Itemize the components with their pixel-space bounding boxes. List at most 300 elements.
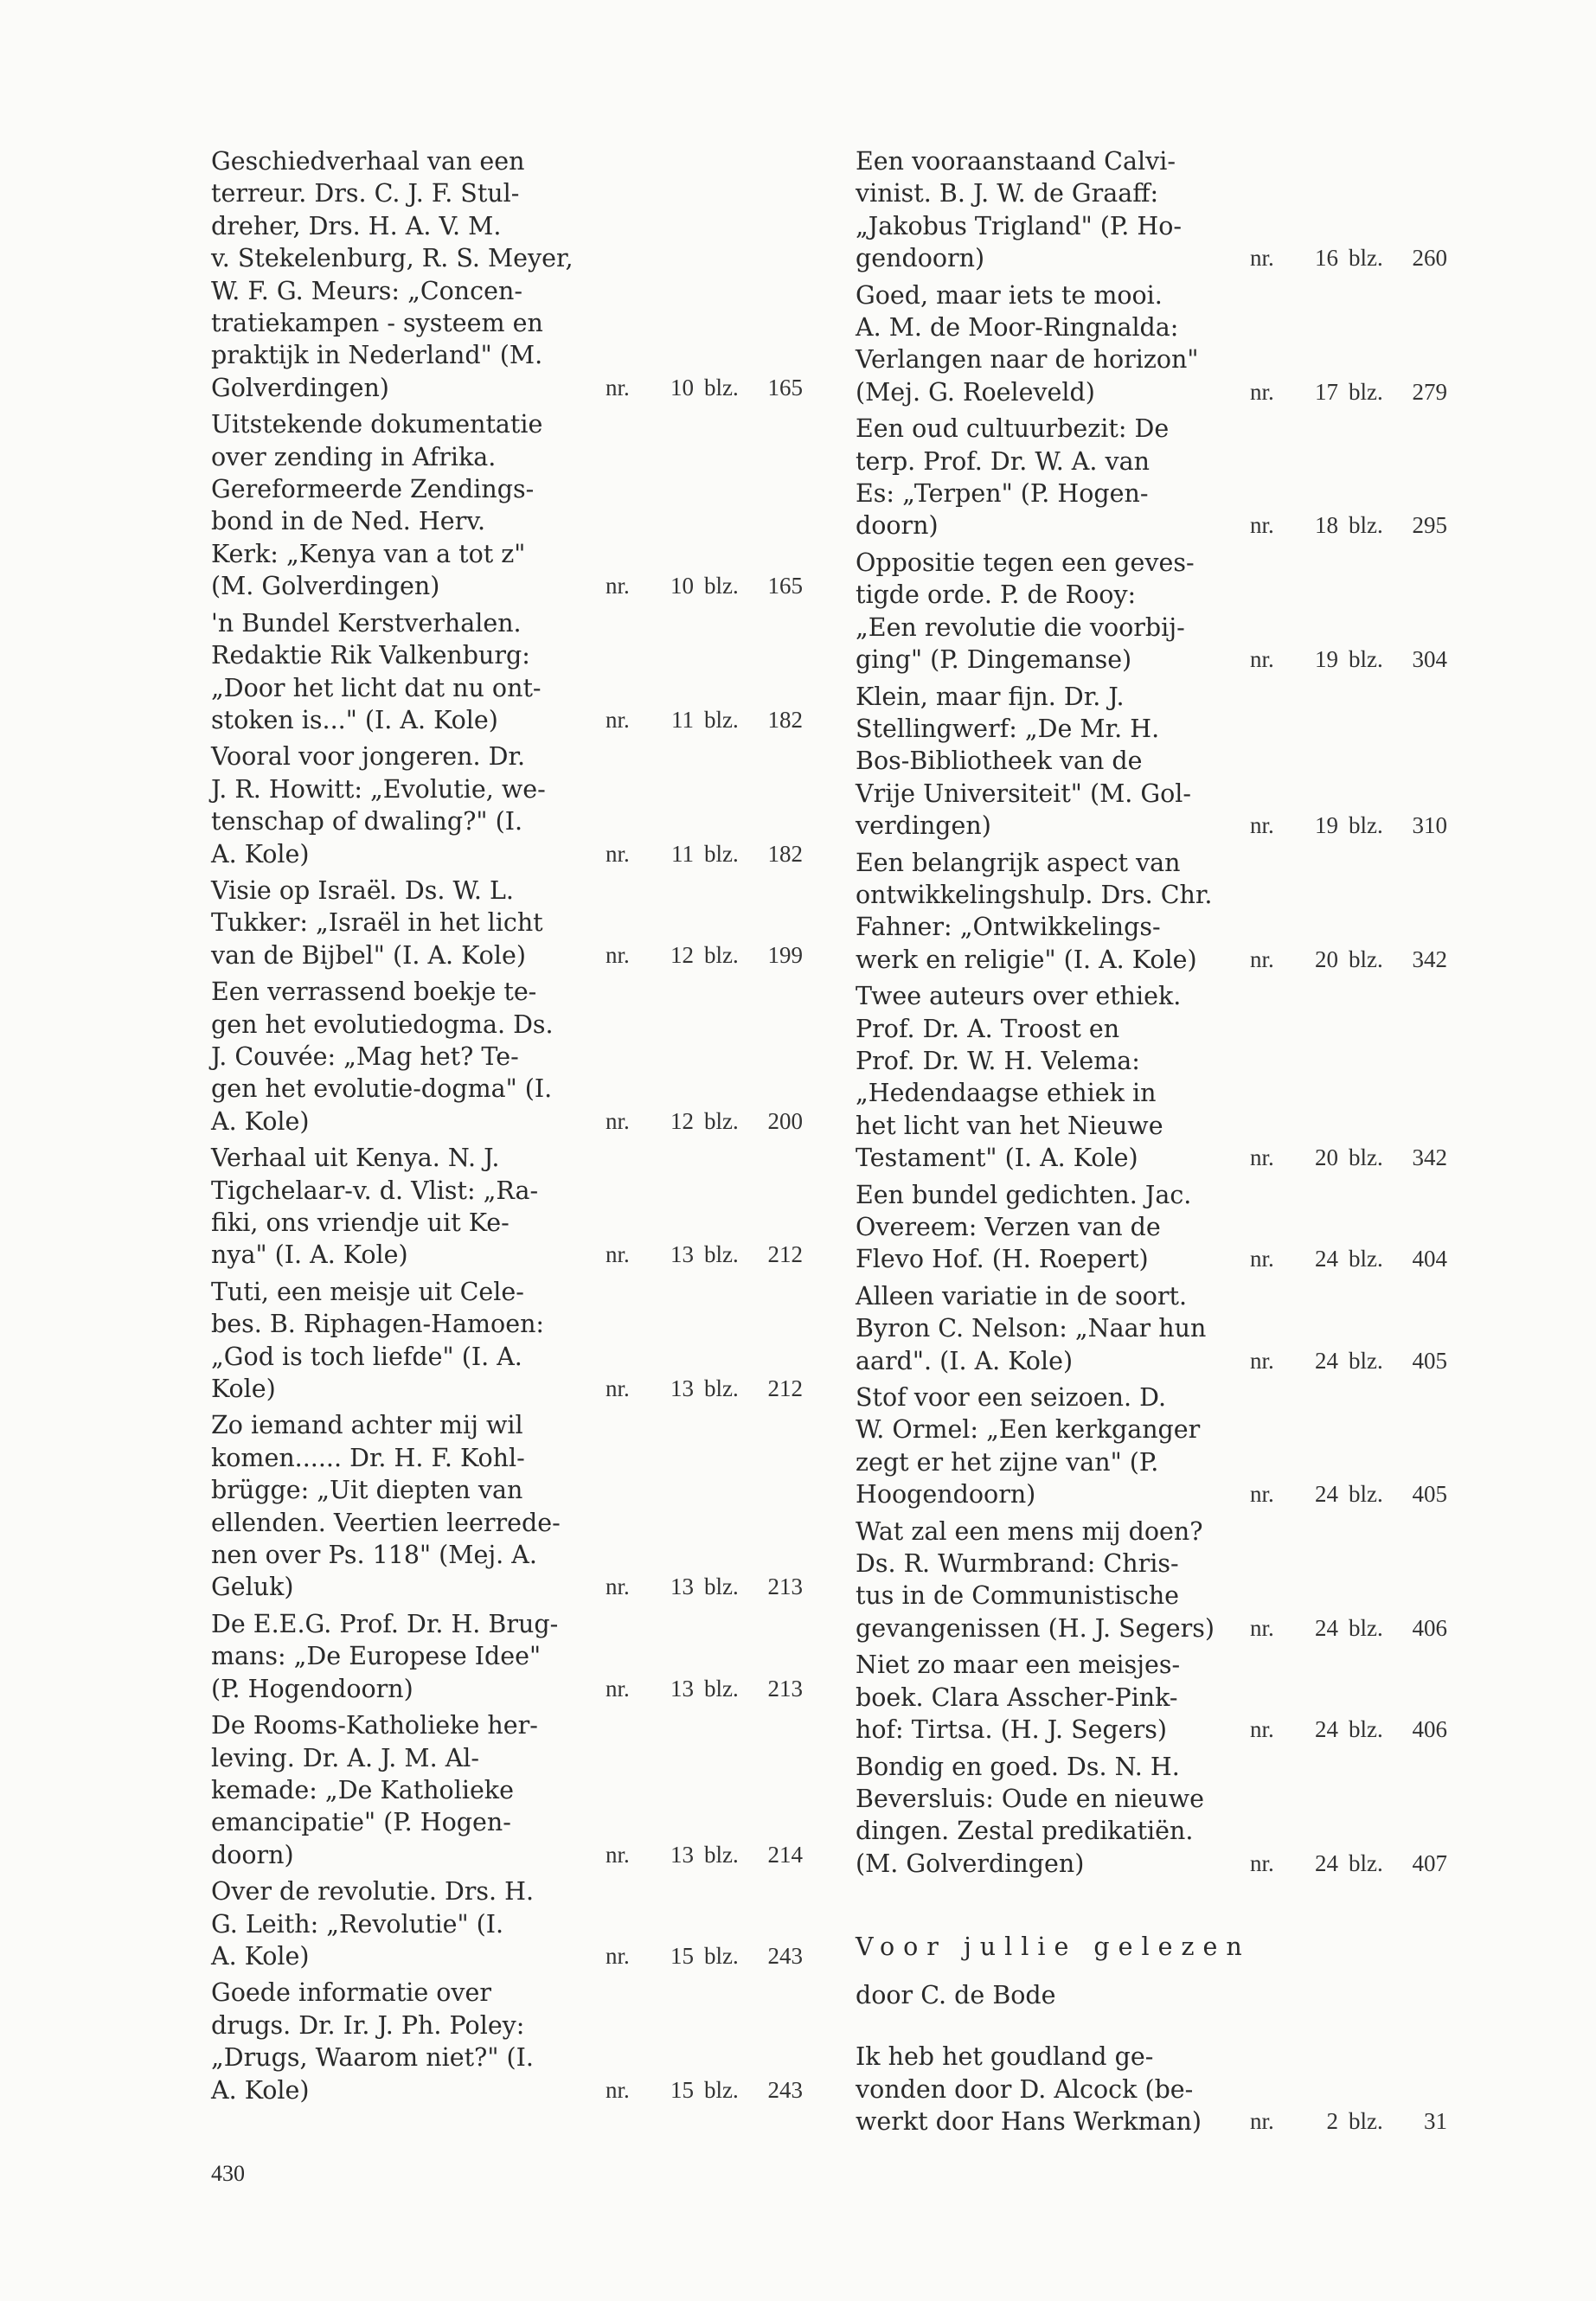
entry-text: [856, 413, 1245, 542]
issue-number: 13: [670, 1574, 694, 1600]
page-ref: 295: [1412, 512, 1447, 539]
index-entry: [856, 145, 1461, 275]
right-column: [856, 145, 1461, 2142]
entry-line: brügge: „Uit diepten van: [211, 1476, 523, 1505]
issue-number: 13: [670, 1675, 694, 1702]
entry-line: Geschiedverhaal van een: [211, 147, 525, 176]
entry-line: dingen. Zestal predikatiën.: [856, 1817, 1194, 1846]
entry-line: A. Kole): [211, 1941, 310, 1971]
issue-number: 24: [1315, 1246, 1338, 1272]
entry-text: [211, 1142, 600, 1272]
entry-line: v. Stekelenburg, R. S. Meyer,: [211, 244, 574, 273]
issue-label: nr.: [606, 1375, 630, 1402]
entry-line: drugs. Dr. Ir. J. Ph. Poley:: [211, 2010, 525, 2040]
entry-line: bes. B. Riphagen-Hamoen:: [211, 1310, 545, 1339]
page-ref: 406: [1412, 1716, 1447, 1743]
entry-line: Vooral voor jongeren. Dr.: [211, 742, 525, 772]
index-entry: [856, 1649, 1461, 1746]
entry-line: dreher, Drs. H. A. V. M.: [211, 211, 502, 240]
entry-line: A. M. de Moor-Ringnalda:: [856, 313, 1179, 343]
index-entry: [211, 1608, 817, 1705]
entry-line: „Een revolutie die voorbij-: [856, 612, 1185, 642]
page-label: blz.: [704, 840, 739, 867]
page-ref: 212: [767, 1375, 803, 1402]
entry-line: Kole): [211, 1375, 276, 1404]
issue-label: nr.: [1250, 2107, 1274, 2134]
entry-reference: [606, 939, 817, 971]
entry-text: [211, 1608, 600, 1705]
page-ref: 310: [1412, 812, 1447, 839]
page-ref: 404: [1412, 1246, 1447, 1272]
entry-line: mans: „De Europese Idee": [211, 1642, 542, 1671]
entry-line: verdingen): [856, 811, 991, 841]
page-label: blz.: [1349, 245, 1383, 272]
entry-text: [211, 145, 600, 404]
page-label: blz.: [1349, 646, 1383, 673]
entry-line: Es: „Terpen" (P. Hogen-: [856, 479, 1149, 509]
entry-line: A. Kole): [211, 2075, 310, 2105]
entry-line: A. Kole): [211, 839, 310, 868]
entry-reference: [606, 372, 817, 404]
entry-reference: [606, 1940, 817, 1972]
page-ref: 342: [1412, 945, 1447, 972]
entry-reference: [606, 1673, 817, 1705]
entry-line: tigde orde. P. de Rooy:: [856, 580, 1137, 610]
entry-line: bond in de Ned. Herv.: [211, 507, 486, 536]
issue-number: 24: [1315, 1849, 1338, 1876]
issue-label: nr.: [606, 706, 630, 733]
issue-number: 10: [670, 374, 694, 401]
issue-label: nr.: [1250, 1144, 1274, 1171]
issue-number: 13: [670, 1375, 694, 1402]
entry-text: [211, 1276, 600, 1406]
entry-line: doorn): [211, 1840, 294, 1869]
page-ref: 31: [1424, 2107, 1447, 2134]
issue-number: 15: [670, 1942, 694, 1969]
entry-text: [856, 547, 1245, 676]
index-entry: [211, 1409, 817, 1603]
entry-line: Overeem: Verzen van de: [856, 1213, 1161, 1241]
entry-line: tratiekampen - systeem en: [211, 309, 543, 338]
page-label: blz.: [704, 374, 739, 401]
issue-label: nr.: [606, 2076, 630, 2103]
page-number: 430: [211, 2161, 245, 2186]
entry-line: Uitstekende dokumentatie: [211, 410, 543, 439]
right-entries: [856, 145, 1461, 1880]
page-label: blz.: [1349, 1144, 1383, 1171]
entry-line: Flevo Hof. (H. Roepert): [856, 1245, 1149, 1274]
issue-number: 11: [671, 840, 694, 867]
entry-line: Over de revolutie. Drs. H.: [211, 1877, 535, 1907]
index-entry: [856, 279, 1461, 409]
entry-line: gevangenissen (H. J. Segers): [856, 1613, 1215, 1643]
entry-reference: [1250, 242, 1461, 274]
entry-text: [856, 1649, 1245, 1746]
entry-line: terreur. Drs. C. J. F. Stul-: [211, 179, 520, 208]
entry-line: Tukker: „Israël in het licht: [211, 908, 543, 938]
issue-number: 18: [1315, 512, 1338, 539]
entry-reference: [606, 1239, 817, 1271]
page-label: blz.: [704, 2076, 739, 2103]
issue-number: 12: [670, 1107, 694, 1134]
entry-line: Bos-Bibliotheek van de: [856, 747, 1143, 776]
entry-reference: [1250, 644, 1461, 676]
page-ref: 406: [1412, 1614, 1447, 1641]
index-entry: [211, 1142, 817, 1272]
entry-line: tenschap of dwaling?" (I.: [211, 807, 523, 836]
issue-number: 24: [1315, 1614, 1338, 1641]
entry-line: (P. Hogendoorn): [211, 1674, 413, 1703]
issue-label: nr.: [606, 1942, 630, 1969]
index-entry: [211, 1977, 817, 2106]
entry-line: G. Leith: „Revolutie" (I.: [211, 1909, 504, 1939]
issue-number: 2: [1326, 2107, 1338, 2134]
issue-label: nr.: [1250, 812, 1274, 839]
entry-text: [856, 1280, 1245, 1377]
entry-line: Stellingwerf: „De Mr. H.: [856, 714, 1160, 743]
entry-reference: [1250, 1345, 1461, 1377]
index-entry: [211, 607, 817, 737]
issue-number: 24: [1315, 1347, 1338, 1374]
entry-line: W. Ormel: „Een kerkganger: [856, 1415, 1201, 1445]
entry-reference: [1250, 1848, 1461, 1880]
issue-number: 24: [1315, 1481, 1338, 1508]
entry-line: Stof voor een seizoen. D.: [856, 1383, 1167, 1413]
entry-line: J. R. Howitt: „Evolutie, we-: [211, 774, 546, 804]
entry-text: [211, 740, 600, 870]
issue-label: nr.: [1250, 1347, 1274, 1374]
page-label: blz.: [704, 941, 739, 968]
entry-line: gen het evolutiedogma. Ds.: [211, 1009, 554, 1039]
entry-line: Een belangrijk aspect van: [856, 848, 1181, 877]
page-ref: 213: [767, 1574, 803, 1600]
page-ref: 405: [1412, 1481, 1447, 1508]
entry-text: [856, 1751, 1245, 1881]
page-label: blz.: [704, 573, 739, 599]
page-ref: 213: [767, 1675, 803, 1702]
page-ref: 165: [767, 573, 803, 599]
page-ref: 214: [767, 1841, 803, 1868]
entry-line: gen het evolutie-dogma" (I.: [211, 1074, 553, 1104]
issue-label: nr.: [1250, 945, 1274, 972]
entry-line: A. Kole): [211, 1106, 310, 1136]
entry-line: werkt door Hans Werkman): [856, 2106, 1202, 2136]
entry-text: [211, 976, 600, 1138]
entry-line: ging" (P. Dingemanse): [856, 645, 1132, 675]
issue-number: 11: [671, 706, 694, 733]
entry-line: Een bundel gedichten. Jac.: [856, 1180, 1192, 1209]
entry-line: leving. Dr. A. J. M. Al-: [211, 1743, 480, 1772]
entry-line: Byron C. Nelson: „Naar hun: [856, 1314, 1207, 1343]
index-entry: [211, 976, 817, 1138]
entry-line: Hoogendoorn): [856, 1480, 1036, 1509]
left-column: [211, 145, 817, 2111]
page-label: blz.: [1349, 1716, 1383, 1743]
page-label: blz.: [704, 1375, 739, 1402]
entry-text: [211, 408, 600, 602]
entry-line: Verlangen naar de horizon": [856, 345, 1199, 375]
entry-line: „Door het licht dat nu ont-: [211, 673, 542, 702]
issue-number: 10: [670, 573, 694, 599]
page-ref: 212: [767, 1241, 803, 1268]
issue-label: nr.: [606, 1107, 630, 1134]
index-entry: [856, 413, 1461, 542]
page-ref: 182: [767, 840, 803, 867]
index-entry: [211, 1276, 817, 1406]
page-label: blz.: [1349, 945, 1383, 972]
entry-line: Prof. Dr. A. Troost en: [856, 1014, 1120, 1043]
entry-line: fiki, ons vriendje uit Ke-: [211, 1208, 510, 1237]
page-label: blz.: [704, 1841, 739, 1868]
entry-line: kemade: „De Katholieke: [211, 1775, 514, 1804]
issue-label: nr.: [606, 573, 630, 599]
entry-line: Wat zal een mens mij doen?: [856, 1516, 1203, 1546]
entry-line: Een oud cultuurbezit: De: [856, 414, 1170, 444]
entry-line: Twee auteurs over ethiek.: [856, 982, 1182, 1011]
index-entry: [856, 547, 1461, 676]
entry-line: Goede informatie over: [211, 1978, 492, 2008]
page-ref: 279: [1412, 378, 1447, 405]
entry-line: Golverdingen): [211, 373, 389, 402]
entry-reference: [606, 838, 817, 870]
page-label: blz.: [1349, 812, 1383, 839]
page-ref: 304: [1412, 646, 1447, 673]
index-entry: [856, 1516, 1461, 1645]
page-ref: 243: [767, 1942, 803, 1969]
issue-label: nr.: [1250, 646, 1274, 673]
page-ref: 342: [1412, 1144, 1447, 1171]
entry-line: Een verrassend boekje te-: [211, 977, 537, 1007]
entry-line: „God is toch liefde" (I. A.: [211, 1342, 522, 1371]
entry-text: [211, 875, 600, 971]
section-author: door C. de Bode: [856, 1981, 1056, 2010]
entry-line: zegt er het zijne van" (P.: [856, 1447, 1159, 1477]
page-ref: 243: [767, 2076, 803, 2103]
entry-line: Geluk): [211, 1573, 294, 1602]
page-ref: 200: [767, 1107, 803, 1134]
issue-number: 15: [670, 2076, 694, 2103]
entry-line: Een vooraanstaand Calvi-: [856, 147, 1176, 176]
page-label: blz.: [704, 1942, 739, 1969]
index-entry: [211, 1875, 817, 1972]
entry-text: [856, 279, 1245, 409]
entry-line: tus in de Communistische: [856, 1581, 1180, 1611]
issue-number: 13: [670, 1241, 694, 1268]
entry-line: Goed, maar iets te mooi.: [856, 280, 1163, 310]
entry-reference: [1250, 1142, 1461, 1174]
issue-label: nr.: [1250, 512, 1274, 539]
issue-label: nr.: [606, 941, 630, 968]
entry-line: ellenden. Veertien leerrede-: [211, 1508, 561, 1537]
page-label: blz.: [704, 1107, 739, 1134]
entry-line: Oppositie tegen een geves-: [856, 548, 1195, 577]
entry-reference: [1250, 2106, 1461, 2138]
entry-line: De Rooms-Katholieke her-: [211, 1711, 538, 1740]
entry-line: Tuti, een meisje uit Cele-: [211, 1277, 524, 1306]
issue-label: nr.: [1250, 245, 1274, 272]
entry-line: W. F. G. Meurs: „Concen-: [211, 276, 522, 305]
entry-line: „Hedendaagse ethiek in: [856, 1079, 1157, 1108]
entry-text: [856, 2041, 1245, 2138]
entry-reference: [606, 2074, 817, 2106]
entry-line: Ds. R. Wurmbrand: Chris-: [856, 1549, 1179, 1579]
entry-text: [856, 1516, 1245, 1645]
entry-line: nya" (I. A. Kole): [211, 1240, 408, 1270]
entry-text: [211, 1709, 600, 1871]
entry-line: (M. Golverdingen): [211, 572, 440, 601]
entry-line: nen over Ps. 118" (Mej. A.: [211, 1541, 537, 1570]
entry-line: „Jakobus Trigland" (P. Ho-: [856, 211, 1183, 240]
entry-reference: [1250, 1478, 1461, 1510]
entry-text: [856, 1381, 1245, 1511]
index-entry: [856, 980, 1461, 1174]
entry-line: Klein, maar fijn. Dr. J.: [856, 682, 1125, 711]
page-label: blz.: [704, 1675, 739, 1702]
entry-line: 'n Bundel Kerstverhalen.: [211, 608, 522, 638]
index-entry: [856, 681, 1461, 843]
entry-line: Verhaal uit Kenya. N. J.: [211, 1144, 500, 1173]
entry-line: hof: Tirtsa. (H. J. Segers): [856, 1715, 1167, 1745]
issue-label: nr.: [606, 1841, 630, 1868]
issue-number: 19: [1315, 646, 1338, 673]
entry-line: Testament" (I. A. Kole): [856, 1144, 1138, 1173]
page-label: blz.: [1349, 512, 1383, 539]
entry-line: komen...... Dr. H. F. Kohl-: [211, 1443, 525, 1472]
entry-text: [856, 145, 1245, 275]
index-entry: [856, 1280, 1461, 1377]
index-entry: [856, 1381, 1461, 1511]
issue-label: nr.: [606, 1675, 630, 1702]
entry-reference: [1250, 944, 1461, 976]
page-ref: 165: [767, 374, 803, 401]
entry-line: Gereformeerde Zendings-: [211, 475, 535, 504]
entry-line: stoken is..." (I. A. Kole): [211, 705, 498, 734]
page-label: blz.: [1349, 1246, 1383, 1272]
issue-number: 17: [1315, 378, 1338, 405]
issue-number: 12: [670, 941, 694, 968]
entry-line: „Drugs, Waarom niet?" (I.: [211, 2043, 534, 2073]
issue-label: nr.: [1250, 378, 1274, 405]
issue-number: 13: [670, 1841, 694, 1868]
entry-text: [856, 1179, 1245, 1276]
entry-reference: [606, 1373, 817, 1405]
section-title: Voor jullie gelezen: [856, 1932, 1251, 1962]
entry-line: over zending in Afrika.: [211, 442, 497, 471]
page-label: blz.: [1349, 2107, 1383, 2134]
entry-line: Niet zo maar een meisjes-: [856, 1650, 1181, 1680]
index-entry: [211, 408, 817, 602]
issue-label: nr.: [1250, 1614, 1274, 1641]
index-entry: [856, 2041, 1461, 2138]
entry-reference: [1250, 1243, 1461, 1275]
entry-text: [856, 980, 1245, 1174]
entry-text: [856, 847, 1245, 977]
entry-line: gendoorn): [856, 244, 985, 273]
entry-line: praktijk in Nederland" (M.: [211, 341, 543, 370]
issue-number: 20: [1315, 945, 1338, 972]
entry-line: Zo iemand achter mij wil: [211, 1411, 523, 1440]
issue-label: nr.: [1250, 1481, 1274, 1508]
entry-line: emancipatie" (P. Hogen-: [211, 1808, 511, 1837]
entry-text: [211, 1409, 600, 1603]
entry-reference: [606, 570, 817, 602]
entry-text: [211, 1875, 600, 1972]
entry-text: [211, 607, 600, 737]
entry-reference: [606, 1571, 817, 1603]
issue-label: nr.: [1250, 1716, 1274, 1743]
issue-number: 19: [1315, 812, 1338, 839]
entry-line: (M. Golverdingen): [856, 1849, 1085, 1878]
page-label: blz.: [1349, 1347, 1383, 1374]
page-label: blz.: [704, 1241, 739, 1268]
entry-line: boek. Clara Asscher-Pink-: [856, 1682, 1178, 1712]
index-entry: [211, 740, 817, 870]
entry-line: Tigchelaar-v. d. Vlist: „Ra-: [211, 1176, 539, 1205]
page-ref: 260: [1412, 245, 1447, 272]
entry-line: Fahner: „Ontwikkelings-: [856, 913, 1161, 942]
entry-line: vonden door D. Alcock (be-: [856, 2074, 1194, 2104]
issue-label: nr.: [1250, 1246, 1274, 1272]
entry-line: Vrije Universiteit" (M. Gol-: [856, 779, 1192, 808]
entry-text: [856, 681, 1245, 843]
entry-line: doorn): [856, 511, 939, 541]
issue-number: 20: [1315, 1144, 1338, 1171]
page-ref: 199: [767, 941, 803, 968]
entry-reference: [1250, 1612, 1461, 1644]
entry-line: De E.E.G. Prof. Dr. H. Brug-: [211, 1609, 559, 1638]
entry-text: [211, 1977, 600, 2106]
issue-label: nr.: [606, 1241, 630, 1268]
issue-label: nr.: [606, 1574, 630, 1600]
entry-line: Kerk: „Kenya van a tot z": [211, 539, 526, 568]
entry-reference: [1250, 810, 1461, 842]
entry-line: (Mej. G. Roeleveld): [856, 377, 1095, 407]
entry-line: vinist. B. J. W. de Graaff:: [856, 179, 1159, 208]
section-entries: [856, 2041, 1461, 2138]
page-label: blz.: [704, 1574, 739, 1600]
entry-reference: [1250, 1714, 1461, 1746]
issue-label: nr.: [606, 840, 630, 867]
index-entry: [856, 1179, 1461, 1276]
page-ref: 182: [767, 706, 803, 733]
entry-line: terp. Prof. Dr. W. A. van: [856, 446, 1150, 476]
entry-reference: [606, 704, 817, 736]
page-label: blz.: [1349, 1614, 1383, 1641]
entry-reference: [1250, 510, 1461, 542]
page-ref: 405: [1412, 1347, 1447, 1374]
page-label: blz.: [1349, 1481, 1383, 1508]
issue-label: nr.: [1250, 1849, 1274, 1876]
page-label: blz.: [704, 706, 739, 733]
entry-line: Prof. Dr. W. H. Velema:: [856, 1046, 1140, 1075]
index-entry: [211, 875, 817, 971]
index-entry: [856, 847, 1461, 977]
entry-line: Bondig en goed. Ds. N. H.: [856, 1752, 1180, 1781]
entry-reference: [606, 1839, 817, 1871]
entry-line: J. Couvée: „Mag het? Te-: [211, 1042, 519, 1071]
issue-number: 16: [1315, 245, 1338, 272]
entry-reference: [606, 1106, 817, 1138]
entry-reference: [1250, 376, 1461, 408]
index-entry: [211, 1709, 817, 1871]
issue-label: nr.: [606, 374, 630, 401]
entry-line: Redaktie Rik Valkenburg:: [211, 641, 530, 670]
entry-line: Ik heb het goudland ge-: [856, 2042, 1154, 2072]
issue-number: 24: [1315, 1716, 1338, 1743]
entry-line: Alleen variatie in de soort.: [856, 1281, 1188, 1311]
index-entry: [211, 145, 817, 404]
entry-line: het licht van het Nieuwe: [856, 1111, 1163, 1140]
